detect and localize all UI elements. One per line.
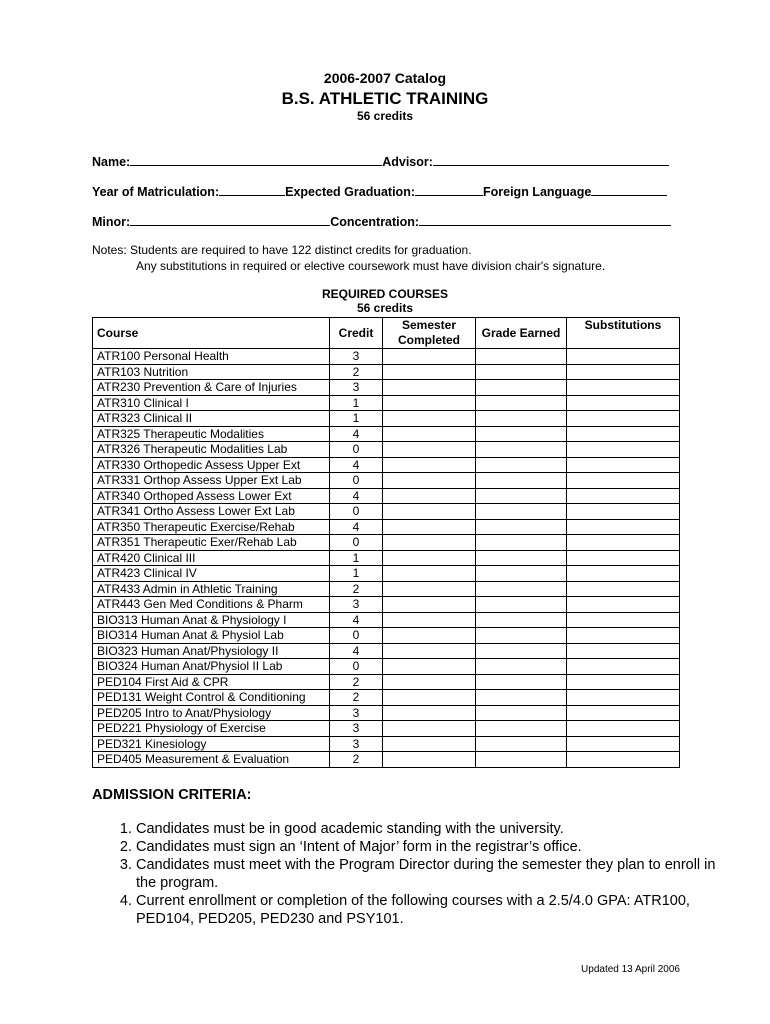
table-row [93,643,680,659]
semester-completed-cell[interactable] [383,581,476,597]
name-advisor-row [92,153,669,169]
course-cell: BIO323 Human Anat/Physiology II [93,643,330,659]
name-label: Name: [92,155,131,169]
credit-cell: 3 [330,721,383,737]
grade-earned-cell[interactable] [476,690,567,706]
grade-earned-cell[interactable] [476,349,567,365]
table-row [93,674,680,690]
credit-cell: 0 [330,504,383,520]
required-courses-heading [0,287,770,315]
substitutions-cell[interactable] [567,457,680,473]
substitutions-cell[interactable] [567,504,680,520]
substitutions-cell[interactable] [567,411,680,427]
semester-completed-cell[interactable] [383,519,476,535]
semester-completed-cell[interactable] [383,612,476,628]
matriculation-label: Year of Matriculation: [92,185,220,199]
course-cell: ATR326 Therapeutic Modalities Lab [93,442,330,458]
semester-completed-cell[interactable] [383,349,476,365]
semester-completed-cell[interactable] [383,628,476,644]
substitutions-cell[interactable] [567,473,680,489]
substitutions-cell[interactable] [567,395,680,411]
catalog-year: 2006-2007 Catalog [323,70,447,86]
table-row [93,628,680,644]
course-cell: ATR443 Gen Med Conditions & Pharm [93,597,330,613]
grade-earned-cell[interactable] [476,411,567,427]
semester-completed-cell[interactable] [383,504,476,520]
matriculation-row [92,183,667,199]
semester-completed-cell[interactable] [383,395,476,411]
minor-row [92,213,671,229]
notes [92,242,605,274]
table-row [93,457,680,473]
credit-cell: 4 [330,457,383,473]
grade-earned-cell[interactable] [476,442,567,458]
course-cell: ATR341 Ortho Assess Lower Ext Lab [93,504,330,520]
course-cell: ATR323 Clinical II [93,411,330,427]
semester-completed-cell[interactable] [383,473,476,489]
grade-earned-cell[interactable] [476,674,567,690]
credit-cell: 0 [330,442,383,458]
concentration-field[interactable] [419,213,671,226]
credit-cell: 3 [330,349,383,365]
grade-earned-cell[interactable] [476,504,567,520]
substitutions-cell[interactable] [567,659,680,675]
table-row [93,349,680,365]
admission-item: 1. Candidates must be in good academic standing with the university. [136,820,726,838]
substitutions-cell[interactable] [567,643,680,659]
table-row [93,488,680,504]
credit-cell: 3 [330,736,383,752]
substitutions-cell[interactable] [567,674,680,690]
notes-line-2: Any substitutions in required or elective coursework must have division chair's signature. [136,259,606,273]
grade-earned-cell[interactable] [476,581,567,597]
credit-cell: 0 [330,535,383,551]
updated-date: Updated 13 April 2006 [581,964,680,975]
required-courses-credits: 56 credits [356,301,414,315]
credit-cell: 1 [330,550,383,566]
grade-earned-cell[interactable] [476,535,567,551]
credit-cell: 1 [330,395,383,411]
course-cell: PED205 Intro to Anat/Physiology [93,705,330,721]
notes-line-1: Notes: Students are required to have 122 distinct credits for graduation. [92,243,472,257]
grade-earned-cell[interactable] [476,705,567,721]
credit-cell: 2 [330,752,383,768]
language-field[interactable] [591,183,667,196]
substitutions-cell[interactable] [567,566,680,582]
substitutions-cell[interactable] [567,690,680,706]
semester-completed-cell[interactable] [383,550,476,566]
credit-cell: 2 [330,581,383,597]
table-row [93,705,680,721]
credit-cell: 4 [330,519,383,535]
grade-earned-cell[interactable] [476,426,567,442]
grade-earned-cell[interactable] [476,659,567,675]
credit-cell: 1 [330,566,383,582]
substitutions-cell[interactable] [567,550,680,566]
course-cell: ATR423 Clinical IV [93,566,330,582]
credit-cell: 0 [330,659,383,675]
grade-earned-cell[interactable] [476,721,567,737]
table-row [93,597,680,613]
grade-earned-cell[interactable] [476,736,567,752]
course-cell: PED131 Weight Control & Conditioning [93,690,330,706]
admission-item: 2. Candidates must sign an ‘Intent of Major’ form in the registrar’s office. [136,838,726,856]
course-cell: BIO324 Human Anat/Physiol II Lab [93,659,330,675]
minor-label: Minor: [92,215,131,229]
table-header-row [93,318,680,349]
table-row [93,473,680,489]
table-row [93,612,680,628]
semester-completed-cell[interactable] [383,457,476,473]
name-field[interactable] [130,153,382,166]
column-header-grade: Grade Earned [476,318,567,349]
semester-completed-cell[interactable] [383,535,476,551]
grade-earned-cell[interactable] [476,597,567,613]
advisor-label: Advisor: [382,155,433,169]
table-row [93,752,680,768]
semester-completed-cell[interactable] [383,380,476,396]
credit-cell: 2 [330,690,383,706]
semester-completed-cell[interactable] [383,488,476,504]
course-cell: ATR331 Orthop Assess Upper Ext Lab [93,473,330,489]
table-row [93,504,680,520]
table-row [93,581,680,597]
credit-cell: 3 [330,597,383,613]
course-cell: PED104 First Aid & CPR [93,674,330,690]
substitutions-cell[interactable] [567,628,680,644]
table-row [93,535,680,551]
column-header-substitutions: Substitutions [567,318,680,349]
credit-cell: 4 [330,488,383,504]
semester-completed-cell[interactable] [383,597,476,613]
admission-criteria-title: ADMISSION CRITERIA: [92,787,252,803]
course-cell: ATR420 Clinical III [93,550,330,566]
substitutions-cell[interactable] [567,612,680,628]
course-cell: ATR351 Therapeutic Exer/Rehab Lab [93,535,330,551]
semester-completed-cell[interactable] [383,752,476,768]
substitutions-cell[interactable] [567,380,680,396]
column-header-semester: Semester Completed [383,318,476,349]
semester-completed-cell[interactable] [383,364,476,380]
semester-completed-cell[interactable] [383,705,476,721]
grade-earned-cell[interactable] [476,488,567,504]
table-row [93,426,680,442]
table-row [93,550,680,566]
credit-cell: 2 [330,674,383,690]
program-title: B.S. ATHLETIC TRAINING [281,89,489,108]
table-row [93,411,680,427]
table-row [93,442,680,458]
admission-criteria-list [92,820,726,928]
course-cell: ATR100 Personal Health [93,349,330,365]
substitutions-cell[interactable] [567,736,680,752]
advisor-field[interactable] [433,153,669,166]
semester-completed-cell[interactable] [383,736,476,752]
table-row [93,519,680,535]
course-cell: ATR330 Orthopedic Assess Upper Ext [93,457,330,473]
credit-cell: 0 [330,628,383,644]
table-row [93,566,680,582]
credit-cell: 0 [330,473,383,489]
credit-cell: 4 [330,612,383,628]
grade-earned-cell[interactable] [476,364,567,380]
semester-completed-cell[interactable] [383,643,476,659]
grade-earned-cell[interactable] [476,395,567,411]
grade-earned-cell[interactable] [476,643,567,659]
semester-completed-cell[interactable] [383,442,476,458]
table-row [93,395,680,411]
table-row [93,690,680,706]
semester-completed-cell[interactable] [383,721,476,737]
admission-item: 4. Current enrollment or completion of the following courses with a 2.5/4.0 GPA: ATR100, PED104, PED205, PED230 and PSY101. [136,892,726,928]
semester-completed-cell[interactable] [383,411,476,427]
substitutions-cell[interactable] [567,535,680,551]
substitutions-cell[interactable] [567,752,680,768]
semester-completed-cell[interactable] [383,659,476,675]
course-cell: ATR230 Prevention & Care of Injuries [93,380,330,396]
substitutions-cell[interactable] [567,442,680,458]
grade-earned-cell[interactable] [476,628,567,644]
matriculation-field[interactable] [219,183,285,196]
substitutions-cell[interactable] [567,349,680,365]
grade-earned-cell[interactable] [476,550,567,566]
concentration-label: Concentration: [330,215,420,229]
substitutions-cell[interactable] [567,488,680,504]
table-row [93,659,680,675]
grade-earned-cell[interactable] [476,612,567,628]
program-credits: 56 credits [356,109,414,123]
course-cell: ATR340 Orthoped Assess Lower Ext [93,488,330,504]
course-cell: PED221 Physiology of Exercise [93,721,330,737]
semester-completed-cell[interactable] [383,674,476,690]
required-courses-title: REQUIRED COURSES [321,287,449,301]
table-row [93,736,680,752]
column-header-course: Course [93,318,330,349]
semester-completed-cell[interactable] [383,426,476,442]
grade-earned-cell[interactable] [476,752,567,768]
course-cell: ATR310 Clinical I [93,395,330,411]
credit-cell: 1 [330,411,383,427]
course-cell: ATR103 Nutrition [93,364,330,380]
substitutions-cell[interactable] [567,597,680,613]
table-row [93,721,680,737]
substitutions-cell[interactable] [567,519,680,535]
grade-earned-cell[interactable] [476,566,567,582]
semester-completed-cell[interactable] [383,690,476,706]
substitutions-cell[interactable] [567,426,680,442]
substitutions-cell[interactable] [567,721,680,737]
table-row [93,364,680,380]
graduation-field[interactable] [415,183,483,196]
grade-earned-cell[interactable] [476,519,567,535]
table-row [93,380,680,396]
graduation-label: Expected Graduation: [285,185,415,199]
course-cell: ATR433 Admin in Athletic Training [93,581,330,597]
grade-earned-cell[interactable] [476,457,567,473]
credit-cell: 2 [330,364,383,380]
minor-field[interactable] [130,213,330,226]
course-cell: ATR350 Therapeutic Exercise/Rehab [93,519,330,535]
required-courses-table [92,317,680,768]
course-cell: PED321 Kinesiology [93,736,330,752]
course-cell: PED405 Measurement & Evaluation [93,752,330,768]
column-header-credit: Credit [330,318,383,349]
substitutions-cell[interactable] [567,705,680,721]
credit-cell: 4 [330,426,383,442]
course-cell: BIO313 Human Anat & Physiology I [93,612,330,628]
language-label: Foreign Language [483,185,592,199]
semester-completed-cell[interactable] [383,566,476,582]
substitutions-cell[interactable] [567,364,680,380]
credit-cell: 3 [330,705,383,721]
grade-earned-cell[interactable] [476,473,567,489]
grade-earned-cell[interactable] [476,380,567,396]
course-cell: ATR325 Therapeutic Modalities [93,426,330,442]
course-cell: BIO314 Human Anat & Physiol Lab [93,628,330,644]
admission-item: 3. Candidates must meet with the Program Director during the semester they plan to enroll in the program. [136,856,726,892]
substitutions-cell[interactable] [567,581,680,597]
credit-cell: 3 [330,380,383,396]
credit-cell: 4 [330,643,383,659]
